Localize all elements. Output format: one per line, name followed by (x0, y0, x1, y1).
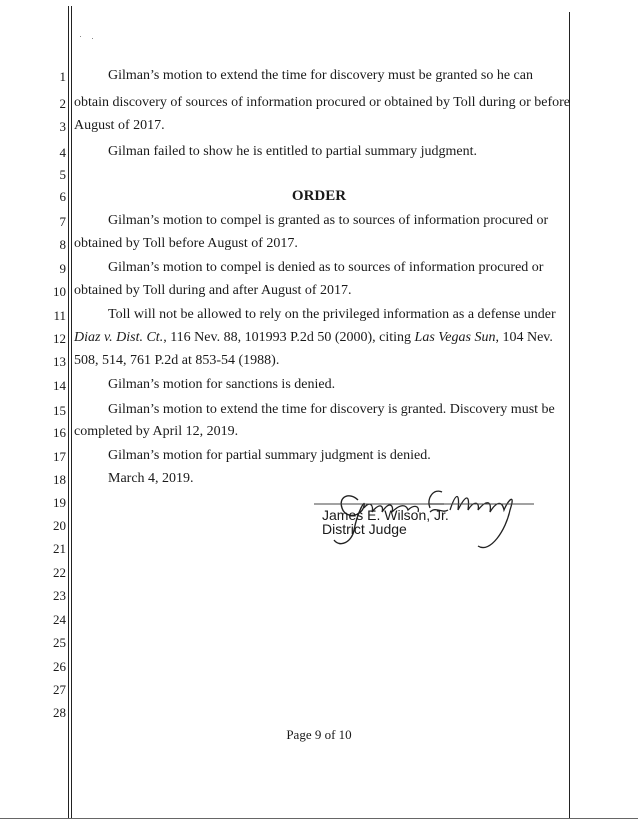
citation-text: , 116 Nev. 88, 101993 P.2d 50 (2000), citing (163, 330, 415, 345)
line-number: 23 (53, 588, 66, 603)
line-number: 24 (53, 612, 66, 627)
body-line-9: Gilman’s motion to compel is denied as to sources of information procured or (108, 260, 544, 275)
line-number: 27 (53, 682, 66, 697)
case-citation-diaz: Diaz v. Dist. Ct. (74, 330, 164, 345)
line-number: 5 (59, 167, 66, 182)
line-number: 21 (53, 541, 66, 556)
line-number: 13 (53, 354, 66, 369)
line-number: 6 (59, 189, 66, 204)
line-number: 28 (53, 705, 66, 720)
body-line-2: obtain discovery of sources of information procured or obtained by Toll during or before (74, 95, 571, 110)
body-line-13: 508, 514, 761 P.2d at 853-54 (1988). (74, 353, 280, 368)
page-number: Page 9 of 10 (286, 727, 352, 742)
line-number: 9 (59, 261, 66, 276)
body-line-11: Toll will not be allowed to rely on the privileged information as a defense under (108, 307, 556, 322)
line-number: 25 (53, 635, 66, 650)
line-number: 8 (59, 237, 66, 252)
body-line-16: completed by April 12, 2019. (74, 424, 239, 439)
body-line-4: Gilman failed to show he is entitled to partial summary judgment. (108, 144, 477, 159)
body-line-3: August of 2017. (74, 118, 165, 133)
line-number: 22 (53, 565, 66, 580)
body-line-15: Gilman’s motion to extend the time for discovery is granted. Discovery must be (108, 402, 555, 417)
line-number: 18 (53, 472, 66, 487)
line-number: 14 (53, 378, 66, 393)
line-number: 19 (53, 495, 66, 510)
line-number: 7 (59, 214, 66, 229)
citation-end: , 104 Nev. (495, 330, 553, 345)
case-citation-las-vegas-sun: Las Vegas Sun (414, 330, 496, 345)
body-line-12 (74, 330, 574, 346)
left-margin-rule-inner (71, 6, 72, 818)
left-margin-rule (68, 6, 69, 818)
line-number: 16 (53, 425, 66, 440)
body-line-1: Gilman’s motion to extend the time for discovery must be granted so he can (108, 68, 533, 83)
judge-title: District Judge (322, 521, 407, 537)
line-number: 11 (53, 308, 66, 323)
line-number: 17 (53, 449, 66, 464)
line-number: 10 (53, 284, 66, 299)
line-number: 2 (59, 96, 66, 111)
judge-name: James E. Wilson, Jr. (322, 507, 449, 523)
line-number: 4 (59, 145, 66, 160)
body-line-18: March 4, 2019. (108, 471, 194, 486)
line-number: 20 (53, 518, 66, 533)
body-line-8: obtained by Toll before August of 2017. (74, 236, 298, 251)
line-number: 3 (59, 119, 66, 134)
body-line-17: Gilman’s motion for partial summary judgment is denied. (108, 448, 431, 463)
line-number: 26 (53, 659, 66, 674)
body-line-14: Gilman’s motion for sanctions is denied. (108, 377, 336, 392)
bottom-rule (0, 818, 638, 819)
body-line-7: Gilman’s motion to compel is granted as to sources of information procured or (108, 213, 549, 228)
line-number: 1 (59, 69, 66, 84)
line-number: 15 (53, 403, 66, 418)
body-line-10: obtained by Toll during and after August of 2017. (74, 283, 352, 298)
line-number: 12 (53, 331, 66, 346)
order-heading: ORDER (291, 188, 347, 204)
